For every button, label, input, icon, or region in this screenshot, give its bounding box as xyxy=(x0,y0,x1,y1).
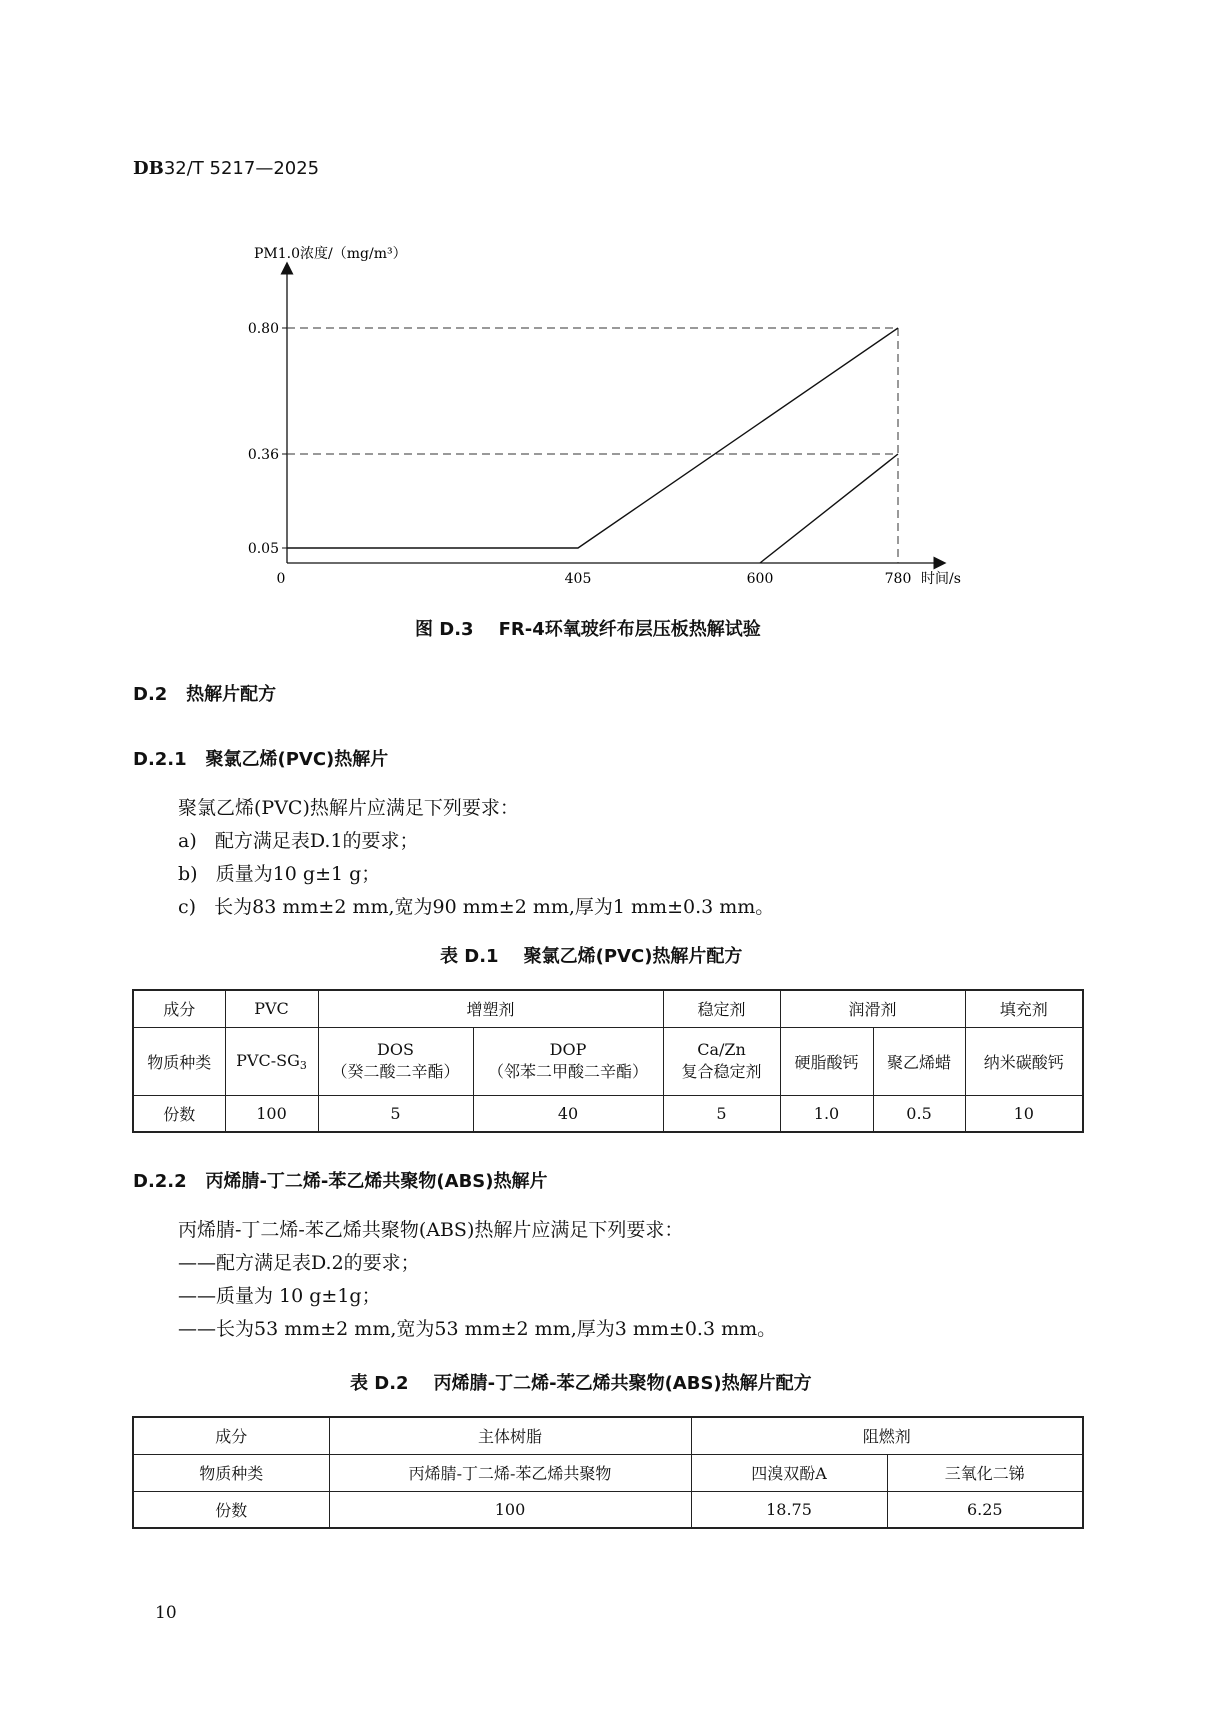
table2-abs-formula xyxy=(132,1416,1084,1529)
table-cell: 增塑剂 xyxy=(318,990,663,1027)
dop-note: （邻苯二甲酸二辛酯） xyxy=(488,1062,649,1081)
table2-caption: 表 D.2 丙烯腈-丁二烯-苯乙烯共聚物(ABS)热解片配方 xyxy=(350,1373,812,1394)
table-row xyxy=(133,1095,1083,1132)
table-cell: 润滑剂 xyxy=(780,990,965,1027)
table-cell: 0.5 xyxy=(873,1095,965,1132)
table-row xyxy=(133,990,1083,1027)
stabilizer-note: 复合稳定剂 xyxy=(681,1062,762,1081)
table-cell: 18.75 xyxy=(691,1491,887,1528)
table-cell xyxy=(225,1027,318,1095)
table-cell: 主体树脂 xyxy=(329,1417,691,1454)
table-cell xyxy=(318,1027,473,1095)
table-cell: 聚乙烯蜡 xyxy=(873,1027,965,1095)
pvc-intro: 聚氯乙烯(PVC)热解片应满足下列要求： xyxy=(178,797,519,819)
table-cell xyxy=(473,1027,663,1095)
table-cell: 成分 xyxy=(133,990,225,1027)
stabilizer-name: Ca/Zn xyxy=(697,1040,746,1059)
table-cell: 份数 xyxy=(133,1491,329,1528)
pvc-grade: PVC-SG xyxy=(236,1050,300,1070)
section-d2-heading: D.2 热解片配方 xyxy=(133,684,277,705)
table-cell: 5 xyxy=(663,1095,780,1132)
table-cell: 填充剂 xyxy=(965,990,1083,1027)
dos-note: （癸二酸二辛酯） xyxy=(331,1062,460,1081)
document-code-number: 32/T 5217—2025 xyxy=(163,158,320,179)
x-tick-label: 600 xyxy=(746,571,774,587)
table-cell: 稳定剂 xyxy=(663,990,780,1027)
page-number: 10 xyxy=(155,1603,177,1623)
pvc-grade-subscript: 3 xyxy=(299,1058,307,1072)
abs-item-3: ——长为53 mm±2 mm,宽为53 mm±2 mm,厚为3 mm±0.3 mm。 xyxy=(178,1318,777,1340)
y-tick-label: 0.05 xyxy=(247,541,279,557)
table-row xyxy=(133,1027,1083,1095)
pvc-item-a: a) 配方满足表D.1的要求； xyxy=(178,830,419,852)
table-cell: 物质种类 xyxy=(133,1027,225,1095)
table-cell: 硬脂酸钙 xyxy=(780,1027,873,1095)
section-d21-heading: D.2.1 聚氯乙烯(PVC)热解片 xyxy=(133,749,389,770)
table-cell xyxy=(663,1027,780,1095)
table-row xyxy=(133,1491,1083,1528)
table-cell: PVC xyxy=(225,990,318,1027)
pm-concentration-chart xyxy=(0,0,1224,640)
abs-item-2: ——质量为 10 g±1g； xyxy=(178,1285,381,1307)
table-cell: 纳米碳酸钙 xyxy=(965,1027,1083,1095)
table-cell: 丙烯腈-丁二烯-苯乙烯共聚物 xyxy=(329,1454,691,1491)
dos-name: DOS xyxy=(377,1040,414,1059)
series-line xyxy=(760,454,898,563)
y-tick-label: 0.36 xyxy=(247,447,279,463)
x-tick-label: 405 xyxy=(564,571,592,587)
x-axis-label: 时间/s xyxy=(921,571,961,587)
table-cell: 40 xyxy=(473,1095,663,1132)
table-cell: 物质种类 xyxy=(133,1454,329,1491)
table-cell: 1.0 xyxy=(780,1095,873,1132)
table-cell: 5 xyxy=(318,1095,473,1132)
table-cell: 成分 xyxy=(133,1417,329,1454)
table-cell: 四溴双酚A xyxy=(691,1454,887,1491)
table-cell: 100 xyxy=(225,1095,318,1132)
y-tick-label: 0.80 xyxy=(247,321,279,337)
x-tick-label: 0 xyxy=(276,571,286,587)
abs-intro: 丙烯腈-丁二烯-苯乙烯共聚物(ABS)热解片应满足下列要求： xyxy=(178,1219,684,1241)
table-row xyxy=(133,1417,1083,1454)
x-tick-label: 780 xyxy=(884,571,912,587)
dop-name: DOP xyxy=(549,1040,587,1059)
pvc-item-b: b) 质量为10 g±1 g； xyxy=(178,863,381,885)
table-cell: 100 xyxy=(329,1491,691,1528)
table-cell: 份数 xyxy=(133,1095,225,1132)
y-axis-label: PM1.0浓度/（mg/m³） xyxy=(254,246,407,262)
abs-item-1: ——配方满足表D.2的要求； xyxy=(178,1252,420,1274)
table1-pvc-formula xyxy=(132,989,1084,1133)
section-d22-heading: D.2.2 丙烯腈-丁二烯-苯乙烯共聚物(ABS)热解片 xyxy=(133,1171,548,1192)
table-cell: 阻燃剂 xyxy=(691,1417,1083,1454)
document-code-prefix: DB xyxy=(133,158,164,179)
table1-caption: 表 D.1 聚氯乙烯(PVC)热解片配方 xyxy=(440,946,743,967)
figure-caption: 图 D.3 FR-4环氧玻纤布层压板热解试验 xyxy=(415,619,761,640)
table-row xyxy=(133,1454,1083,1491)
series-line xyxy=(287,328,898,548)
table-cell: 6.25 xyxy=(887,1491,1083,1528)
table-cell: 三氧化二锑 xyxy=(887,1454,1083,1491)
table-cell: 10 xyxy=(965,1095,1083,1132)
pvc-item-c: c) 长为83 mm±2 mm,宽为90 mm±2 mm,厚为1 mm±0.3 mm。 xyxy=(178,896,775,918)
